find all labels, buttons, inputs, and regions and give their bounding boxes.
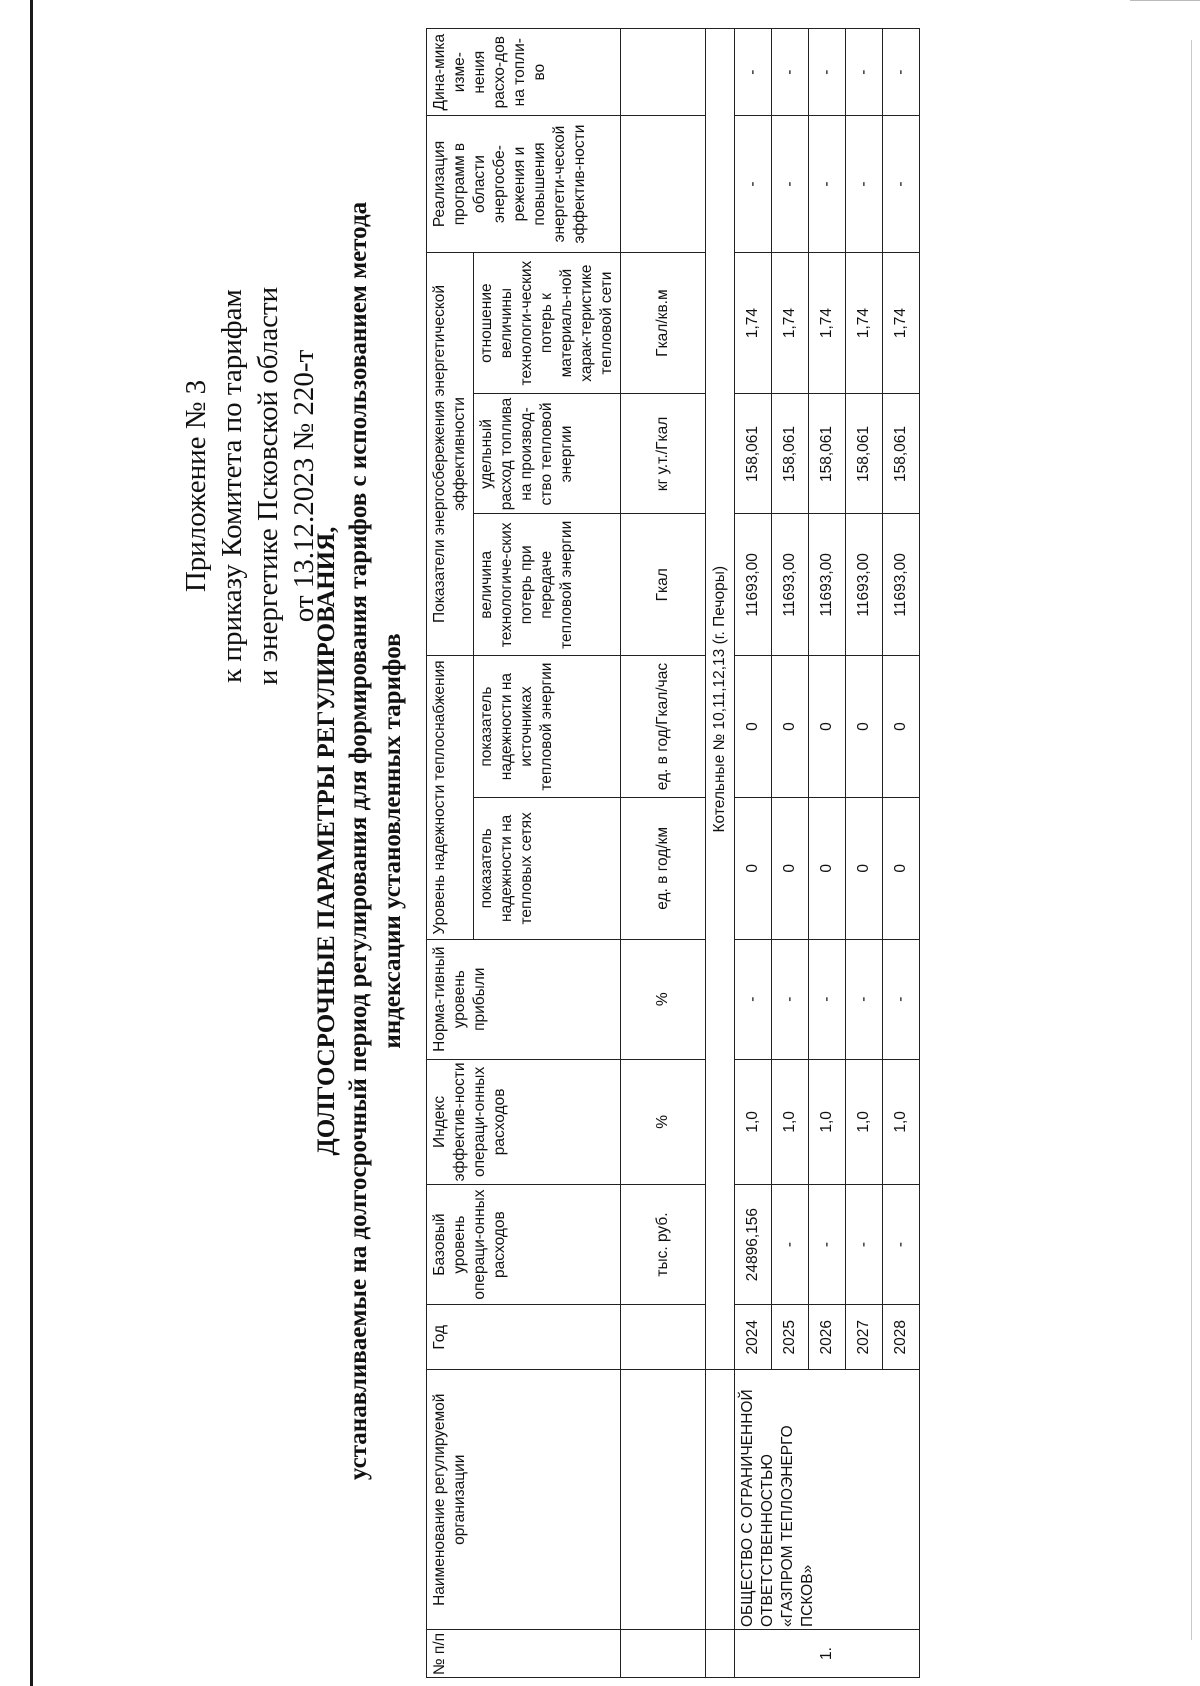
header-profit: Норма-тивный уровень прибыли [427,939,621,1059]
cell-rel-sources: 0 [772,656,809,798]
cell-base: 24896,156 [735,1185,772,1305]
cell-ratio: 1,74 [735,252,772,394]
unit-base: тыс. руб. [621,1185,706,1305]
cell-profit: - [735,939,772,1059]
units-cell [621,29,706,116]
cell-base: - [809,1185,846,1305]
unit-index: % [621,1059,706,1184]
table-row [735,29,772,1678]
cell-base: - [883,1185,920,1305]
unit-rel-sources: ед. в год/Гкал/час [621,656,706,798]
cell-rel-networks: 0 [846,797,883,939]
cell-programs: - [846,116,883,252]
cell-rel-sources: 0 [735,656,772,798]
cell-programs: - [735,116,772,252]
title-line: ДОЛГОСРОЧНЫЕ ПАРАМЕТРЫ РЕГУЛИРОВАНИЯ, [313,526,340,1156]
cell-dynamics: - [809,29,846,116]
cell-profit: - [846,939,883,1059]
cell-dynamics: - [772,29,809,116]
row-number: 1. [735,1630,920,1678]
cell-ratio: 1,74 [883,252,920,394]
cell-rel-networks: 0 [772,797,809,939]
units-cell [621,1305,706,1370]
header-dynamics: Дина-мика изме-нения расхо-дов на топли-во [427,29,621,116]
units-cell [621,1630,706,1678]
cell-year: 2025 [772,1305,809,1370]
group-cell [706,1370,735,1630]
group-label: Котельные № 10,11,12,13 (г. Печоры) [706,29,735,1370]
cell-ratio: 1,74 [846,252,883,394]
cell-fuel: 158,061 [772,394,809,514]
cell-dynamics: - [735,29,772,116]
annex-block [178,136,322,836]
cell-rel-sources: 0 [883,656,920,798]
cell-losses: 11693,00 [809,514,846,656]
cell-rel-networks: 0 [735,797,772,939]
title-line: устанавливаемые на долгосрочный период регулирования для формирования тарифов с использованием метода [345,201,372,1481]
cell-profit: - [883,939,920,1059]
cell-fuel: 158,061 [735,394,772,514]
annex-line: Приложение № 3 [180,379,212,593]
group-row [706,29,735,1678]
cell-base: - [772,1185,809,1305]
header-base: Базовый уровень операци-онных расходов [427,1185,621,1305]
header-rel-networks: показатель надежности на тепловых сетях [474,797,621,939]
cell-losses: 11693,00 [883,514,920,656]
cell-year: 2024 [735,1305,772,1370]
document-title [312,76,410,1606]
header-row [427,29,474,1678]
cell-programs: - [809,116,846,252]
cell-index: 1,0 [772,1059,809,1184]
parameters-table [426,28,920,1678]
header-losses: величина технологиче-ских потерь при передаче тепловой энергии [474,514,621,656]
cell-rel-sources: 0 [809,656,846,798]
annex-line: от 13.12.2023 № 220-т [288,349,320,623]
cell-year: 2026 [809,1305,846,1370]
header-programs: Реализация программ в области энергосбе-режения и повышения энергети-ческой эффектив-ности [427,116,621,252]
title-line: индексации установленных тарифов [379,633,406,1049]
units-cell [621,116,706,252]
cell-index: 1,0 [883,1059,920,1184]
header-fuel: удельный расход топлива на производ-ство тепловой энергии [474,394,621,514]
unit-fuel: кг у.т./Гкал [621,394,706,514]
units-row [621,29,706,1678]
header-num: № п/п [427,1630,621,1678]
cell-fuel: 158,061 [883,394,920,514]
header-index: Индекс эффектив-ности операци-онных расходов [427,1059,621,1184]
org-name: ОБЩЕСТВО С ОГРАНИЧЕННОЙ ОТВЕТСТВЕННОСТЬЮ «ГАЗПРОМ ТЕПЛОЭНЕРГО ПСКОВ» [735,1370,920,1630]
cell-fuel: 158,061 [809,394,846,514]
cell-programs: - [772,116,809,252]
cell-rel-sources: 0 [846,656,883,798]
unit-losses: Гкал [621,514,706,656]
header-energy-group: Показатели энергосбережения энергетической эффективности [427,252,474,656]
cell-dynamics: - [846,29,883,116]
cell-index: 1,0 [809,1059,846,1184]
cell-year: 2027 [846,1305,883,1370]
header-org: Наименование регулируемой организации [427,1370,621,1630]
header-reliability-group: Уровень надежности теплоснабжения [427,656,474,940]
cell-fuel: 158,061 [846,394,883,514]
cell-losses: 11693,00 [846,514,883,656]
cell-index: 1,0 [735,1059,772,1184]
cell-profit: - [772,939,809,1059]
cell-rel-networks: 0 [809,797,846,939]
cell-losses: 11693,00 [735,514,772,656]
cell-programs: - [883,116,920,252]
unit-profit: % [621,939,706,1059]
cell-dynamics: - [883,29,920,116]
units-cell [621,1370,706,1630]
header-rel-sources: показатель надежности на источниках тепловой энергии [474,656,621,798]
header-ratio: отношение величины технологи-ческих потерь к материаль-ной харак-теристике тепловой сети [474,252,621,394]
annex-line: и энергетике Псковской области [252,286,284,686]
cell-losses: 11693,00 [772,514,809,656]
cell-rel-networks: 0 [883,797,920,939]
header-year: Год [427,1305,621,1370]
cell-base: - [846,1185,883,1305]
cell-ratio: 1,74 [772,252,809,394]
group-cell [706,1630,735,1678]
unit-ratio: Гкал/кв.м [621,252,706,394]
cell-profit: - [809,939,846,1059]
cell-year: 2028 [883,1305,920,1370]
cell-ratio: 1,74 [809,252,846,394]
unit-rel-networks: ед. в год/км [621,797,706,939]
cell-index: 1,0 [846,1059,883,1184]
annex-line: к приказу Комитета по тарифам [216,289,248,683]
